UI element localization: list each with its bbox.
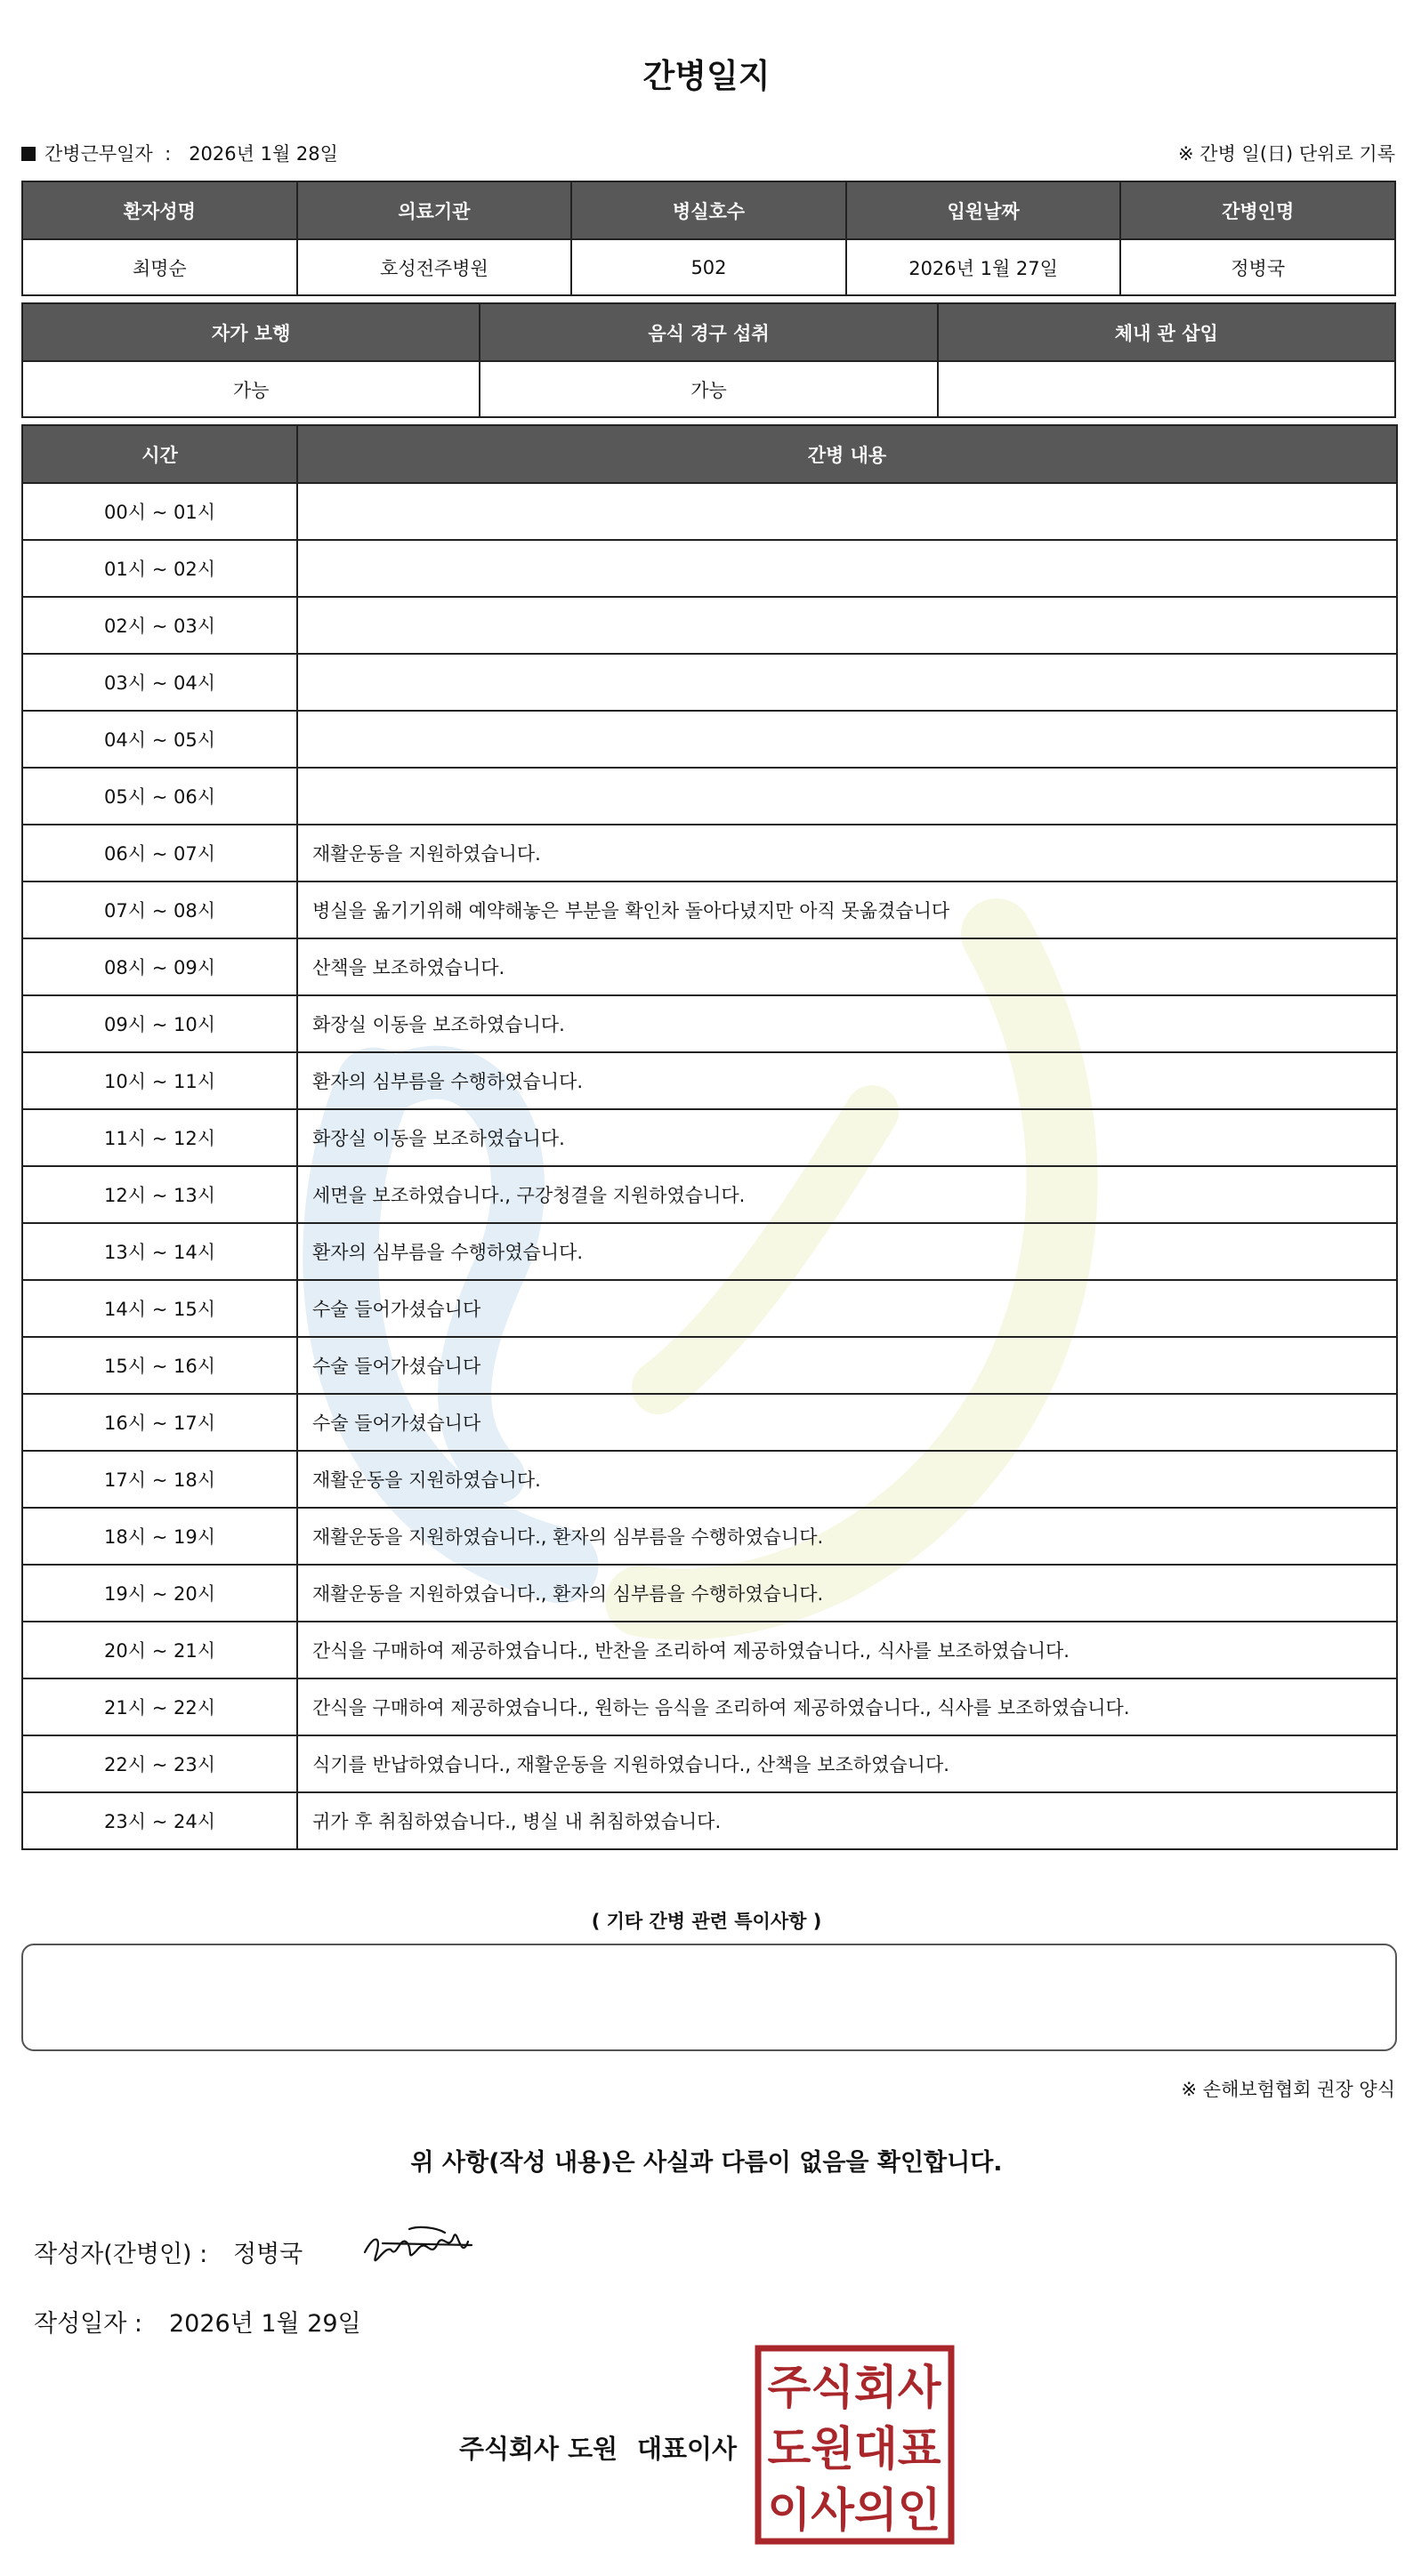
log-time: 06시 ~ 07시	[22, 825, 297, 881]
log-time: 15시 ~ 16시	[22, 1337, 297, 1394]
log-time: 13시 ~ 14시	[22, 1223, 297, 1280]
write-date-label: 작성일자 :	[34, 2310, 143, 2338]
table-row	[22, 1166, 1397, 1223]
author-label: 작성자(간병인) :	[34, 2241, 208, 2268]
table-row	[22, 540, 1397, 597]
record-note: ※ 간병 일(日) 단위로 기록	[1178, 143, 1395, 165]
log-content: 간식을 구매하여 제공하였습니다., 원하는 음식을 조리하여 제공하였습니다., 식사를 보조하였습니다.	[297, 1678, 1397, 1735]
care-log-table	[21, 424, 1398, 1850]
table-row	[22, 1280, 1397, 1337]
table-row	[22, 1508, 1397, 1565]
log-time: 14시 ~ 15시	[22, 1280, 297, 1337]
log-time: 16시 ~ 17시	[22, 1394, 297, 1451]
table-row	[22, 711, 1397, 768]
square-bullet-icon	[21, 147, 36, 161]
work-date-separator: :	[165, 143, 172, 165]
log-content: 재활운동을 지원하였습니다., 환자의 심부름을 수행하였습니다.	[297, 1508, 1397, 1565]
log-content: 화장실 이동을 보조하였습니다.	[297, 995, 1397, 1052]
log-time: 20시 ~ 21시	[22, 1622, 297, 1678]
log-content: 수술 들어가셨습니다	[297, 1337, 1397, 1394]
oral-intake-value: 가능	[480, 361, 937, 417]
log-content	[297, 597, 1397, 654]
header-time: 시간	[22, 425, 297, 483]
log-content: 산책을 보조하였습니다.	[297, 938, 1397, 995]
table-row	[22, 1622, 1397, 1678]
company-seal	[755, 2345, 955, 2545]
work-date-label: 간병근무일자	[44, 143, 153, 165]
handwritten-signature	[356, 2217, 480, 2279]
table-row	[22, 483, 1397, 540]
log-time: 19시 ~ 20시	[22, 1565, 297, 1622]
log-time: 18시 ~ 19시	[22, 1508, 297, 1565]
log-time: 23시 ~ 24시	[22, 1792, 297, 1849]
patient-name: 최명순	[22, 239, 297, 295]
seal-text-line: 이사의인	[767, 2484, 941, 2538]
log-content: 재활운동을 지원하였습니다., 환자의 심부름을 수행하였습니다.	[297, 1565, 1397, 1622]
seal-text-line: 주식회사	[767, 2362, 942, 2415]
table-row	[22, 1394, 1397, 1451]
confirmation-statement: 위 사항(작성 내용)은 사실과 다름이 없음을 확인합니다.	[410, 2149, 1003, 2177]
table-row	[22, 1678, 1397, 1735]
work-date-row	[21, 140, 338, 166]
header-tube-insertion: 체내 관 삽입	[938, 303, 1395, 361]
special-notes-box	[21, 1944, 1397, 2051]
header-care-content: 간병 내용	[297, 425, 1397, 483]
header-oral-intake: 음식 경구 섭취	[480, 303, 937, 361]
log-content	[297, 768, 1397, 825]
write-date-value: 2026년 1월 29일	[169, 2310, 361, 2338]
log-time: 21시 ~ 22시	[22, 1678, 297, 1735]
log-content	[297, 483, 1397, 540]
log-content: 식기를 반납하였습니다., 재활운동을 지원하였습니다., 산책을 보조하였습니다.	[297, 1735, 1397, 1792]
company-role: 대표이사	[637, 2434, 738, 2464]
table-row	[22, 1109, 1397, 1166]
log-content: 수술 들어가셨습니다	[297, 1280, 1397, 1337]
log-content: 환자의 심부름을 수행하였습니다.	[297, 1223, 1397, 1280]
table-row	[22, 1052, 1397, 1109]
table-row	[22, 881, 1397, 938]
header-room-number: 병실호수	[571, 181, 846, 239]
log-content: 재활운동을 지원하였습니다.	[297, 1451, 1397, 1508]
author-name: 정병국	[233, 2241, 303, 2268]
table-row	[22, 597, 1397, 654]
table-row	[22, 1565, 1397, 1622]
table-row	[22, 1792, 1397, 1849]
log-time: 10시 ~ 11시	[22, 1052, 297, 1109]
header-patient-name: 환자성명	[22, 181, 297, 239]
log-content	[297, 540, 1397, 597]
table-row	[22, 1735, 1397, 1792]
header-hospital: 의료기관	[297, 181, 572, 239]
self-walking-value: 가능	[22, 361, 480, 417]
document-title: 간병일지	[642, 57, 771, 95]
log-content	[297, 711, 1397, 768]
log-content: 재활운동을 지원하였습니다.	[297, 825, 1397, 881]
log-time: 11시 ~ 12시	[22, 1109, 297, 1166]
patient-info-table	[21, 181, 1396, 296]
form-source-note: ※ 손해보험협회 권장 양식	[1181, 2079, 1395, 2100]
log-time: 22시 ~ 23시	[22, 1735, 297, 1792]
log-content: 수술 들어가셨습니다	[297, 1394, 1397, 1451]
log-time: 08시 ~ 09시	[22, 938, 297, 995]
header-admission-date: 입원날짜	[846, 181, 1121, 239]
log-content: 귀가 후 취침하였습니다., 병실 내 취침하였습니다.	[297, 1792, 1397, 1849]
seal-text-line: 도원대표	[767, 2423, 941, 2476]
tube-insertion-value	[938, 361, 1395, 417]
company-name: 주식회사 도원	[459, 2434, 618, 2464]
table-row	[22, 938, 1397, 995]
log-time: 09시 ~ 10시	[22, 995, 297, 1052]
log-content: 세면을 보조하였습니다., 구강청결을 지원하였습니다.	[297, 1166, 1397, 1223]
admission-date: 2026년 1월 27일	[846, 239, 1121, 295]
log-content: 환자의 심부름을 수행하였습니다.	[297, 1052, 1397, 1109]
log-time: 05시 ~ 06시	[22, 768, 297, 825]
table-row	[22, 768, 1397, 825]
header-self-walking: 자가 보행	[22, 303, 480, 361]
table-row	[22, 1451, 1397, 1508]
table-row	[22, 1223, 1397, 1280]
log-time: 12시 ~ 13시	[22, 1166, 297, 1223]
hospital-name: 호성전주병원	[297, 239, 572, 295]
log-time: 03시 ~ 04시	[22, 654, 297, 711]
log-content: 병실을 옮기기위해 예약해놓은 부분을 확인차 돌아다녔지만 아직 못옮겼습니다	[297, 881, 1397, 938]
table-row	[22, 654, 1397, 711]
table-row	[22, 995, 1397, 1052]
log-content: 화장실 이동을 보조하였습니다.	[297, 1109, 1397, 1166]
log-time: 17시 ~ 18시	[22, 1451, 297, 1508]
log-time: 00시 ~ 01시	[22, 483, 297, 540]
room-number: 502	[571, 239, 846, 295]
special-notes-title: ( 기타 간병 관련 특이사항 )	[591, 1911, 822, 1932]
table-row	[22, 1337, 1397, 1394]
header-caregiver-name: 간병인명	[1120, 181, 1395, 239]
log-time: 01시 ~ 02시	[22, 540, 297, 597]
work-date-value: 2026년 1월 28일	[189, 143, 338, 165]
log-time: 07시 ~ 08시	[22, 881, 297, 938]
log-time: 04시 ~ 05시	[22, 711, 297, 768]
log-time: 02시 ~ 03시	[22, 597, 297, 654]
log-content: 간식을 구매하여 제공하였습니다., 반찬을 조리하여 제공하였습니다., 식사를 보조하였습니다.	[297, 1622, 1397, 1678]
caregiver-name: 정병국	[1120, 239, 1395, 295]
patient-status-table	[21, 302, 1396, 418]
table-row	[22, 825, 1397, 881]
log-content	[297, 654, 1397, 711]
